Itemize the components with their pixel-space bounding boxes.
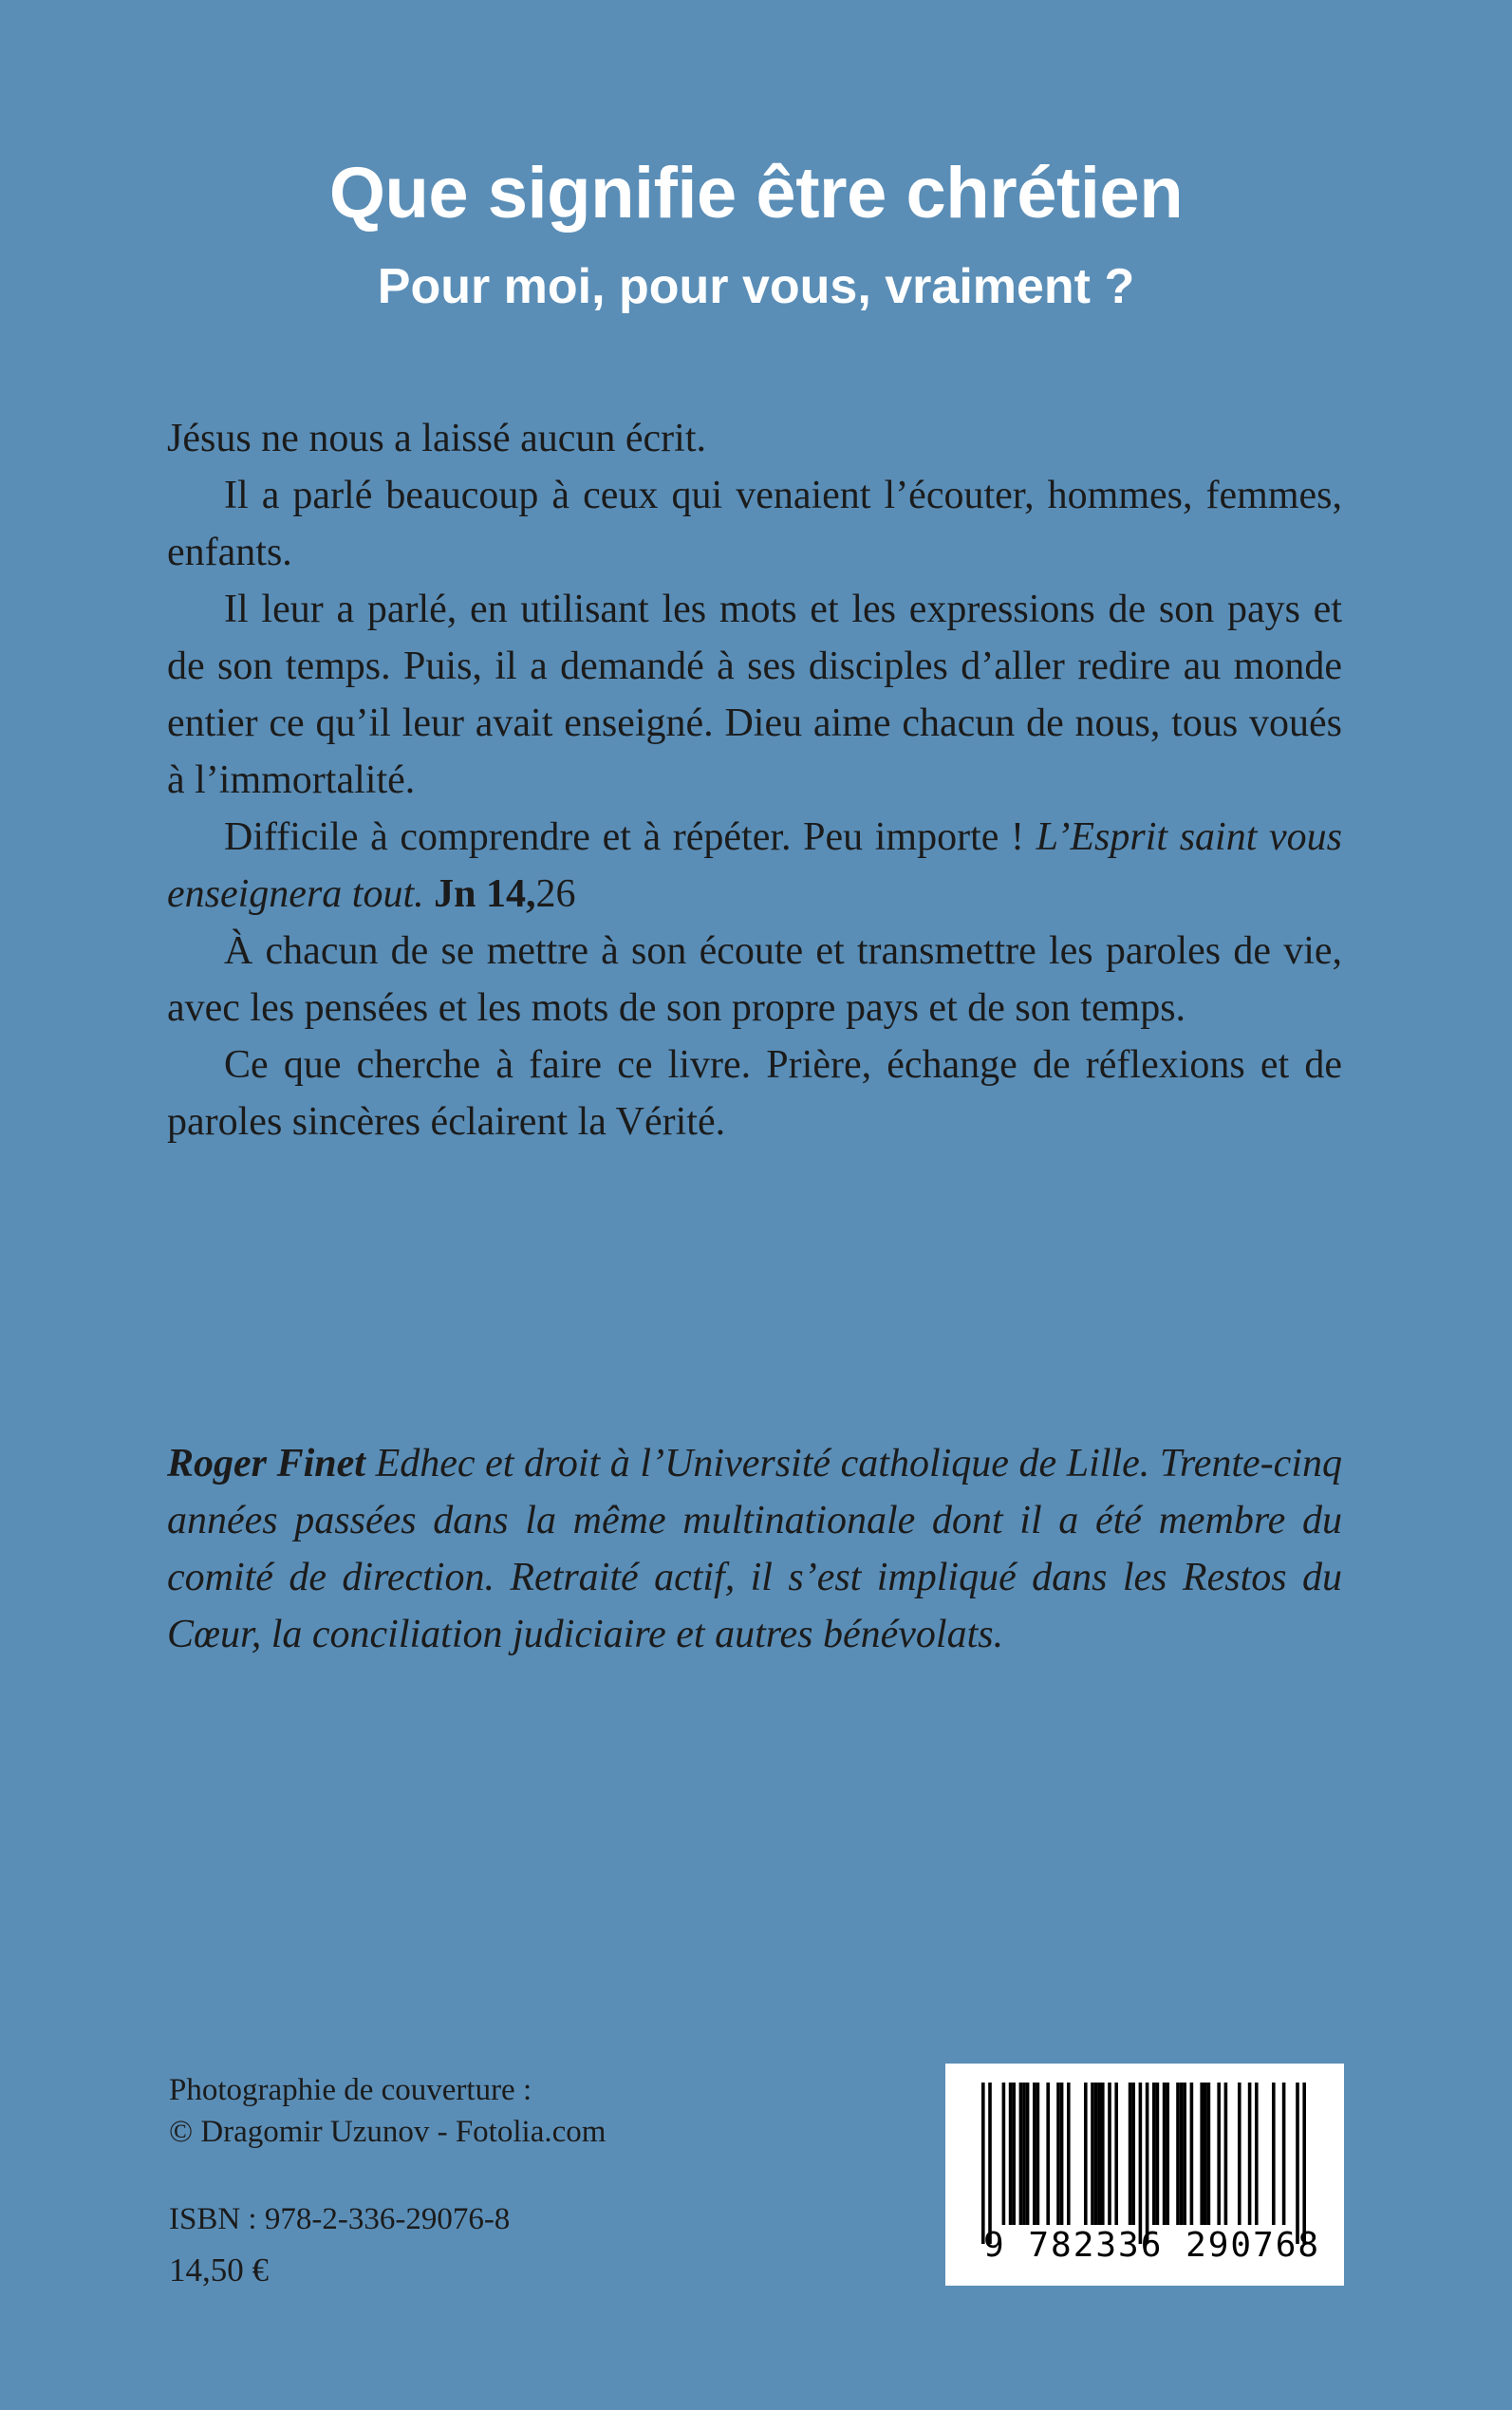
scripture-quote: L’Esprit saint vous enseignera tout.: [167, 815, 1342, 916]
barcode-bar: [1166, 2083, 1169, 2225]
author-name: Roger Finet: [167, 1442, 365, 1485]
barcode-bar: [1282, 2083, 1286, 2225]
blurb-paragraph-4-text: Difficile à comprendre et à répéter. Peu importe !: [224, 815, 1036, 859]
barcode-bar: [1302, 2083, 1306, 2244]
barcode-bar: [1009, 2083, 1013, 2225]
blurb-paragraph-4: [167, 809, 1342, 923]
barcode-bar: [1114, 2083, 1118, 2225]
barcode-bar: [1012, 2083, 1016, 2225]
scripture-reference: Jn 14,: [434, 872, 536, 916]
back-cover-blurb: [167, 410, 1342, 1150]
photo-credits: [169, 2069, 606, 2153]
barcode-bar: [1056, 2083, 1060, 2225]
barcode-bar: [1091, 2083, 1094, 2225]
barcode-bar: [1255, 2083, 1259, 2225]
barcode-bar: [1176, 2083, 1180, 2225]
book-subtitle: Pour moi, pour vous, vraiment ?: [377, 259, 1135, 314]
barcode-bar: [1156, 2083, 1160, 2225]
blurb-paragraph-1: Jésus ne nous a laissé aucun écrit.: [167, 417, 707, 460]
barcode-bar: [1152, 2083, 1156, 2225]
barcode-bar: [1026, 2083, 1030, 2225]
barcode-bar: [1067, 2083, 1071, 2225]
barcode-bar: [1131, 2083, 1135, 2225]
barcode-bar: [1019, 2083, 1023, 2225]
blurb-paragraph-3: Il leur a parlé, en utilisant les mots et les expressions de son pays et de son temps. Puis, il a demandé à ses disciples d’aller redire au monde entier ce qu’il leur avait enseigné. Dieu aime chacun de nous, tous voués à l’immortalité.: [167, 588, 1342, 802]
photo-credits-label: Photographie de couverture :: [169, 2073, 532, 2107]
barcode-bar: [1248, 2083, 1252, 2225]
barcode-bar: [1204, 2083, 1207, 2225]
barcode-bar: [1033, 2083, 1036, 2225]
barcode-bar: [1190, 2083, 1194, 2225]
barcode-bar: [1238, 2083, 1241, 2225]
barcode-bar: [1207, 2083, 1211, 2225]
barcode-bar: [1217, 2083, 1221, 2225]
photo-credits-source: © Dragomir Uzunov - Fotolia.com: [169, 2115, 607, 2149]
barcode-bar: [1180, 2083, 1184, 2225]
barcode-bar: [1060, 2083, 1064, 2225]
barcode-bar: [1002, 2083, 1006, 2225]
barcode-bar: [1183, 2083, 1186, 2225]
barcode-bar: [1094, 2083, 1098, 2225]
barcode-bar: [1272, 2083, 1276, 2225]
barcode: [945, 2064, 1344, 2286]
blurb-paragraph-5: À chacun de se mettre à son écoute et transmettre les paroles de vie, avec les pensées et les mots de son propre pays et de son temps.: [167, 929, 1342, 1030]
blurb-paragraph-6: Ce que cherche à faire ce livre. Prière, échange de réflexions et de paroles sincères éclairent la Vérité.: [167, 1043, 1342, 1144]
barcode-bar: [1084, 2083, 1088, 2225]
isbn: ISBN : 978-2-336-29076-8: [169, 2202, 511, 2236]
barcode-bar: [1101, 2083, 1105, 2225]
barcode-bar: [1139, 2083, 1143, 2244]
author-bio: [167, 1435, 1342, 1663]
barcode-bar: [1224, 2083, 1228, 2225]
barcode-bar: [1022, 2083, 1026, 2225]
barcode-bar: [1036, 2083, 1040, 2225]
barcode-bar: [1097, 2083, 1101, 2225]
book-title: Que signifie être chrétien: [328, 153, 1184, 234]
blurb-paragraph-2: Il a parlé beaucoup à ceux qui venaient l’écouter, hommes, femmes, enfants.: [167, 474, 1342, 574]
barcode-bar: [1108, 2083, 1111, 2225]
barcode-bar: [1296, 2083, 1299, 2244]
scripture-reference-verse: 26: [535, 872, 576, 916]
price: 14,50 €: [169, 2251, 269, 2289]
barcode-bar: [981, 2083, 985, 2244]
barcode-digits: 9 782336 290768: [983, 2226, 1321, 2265]
barcode-bar: [1129, 2083, 1132, 2225]
author-bio-text: Edhec et droit à l’Université catholique de Lille. Trente-cinq années passées dans la même multinationale dont il a été membre du comité de direction. Retraité actif, il s’est impliqué dans les Restos du Cœur, la conciliation judiciaire et autres bénévolats.: [167, 1442, 1342, 1656]
barcode-bar: [1046, 2083, 1050, 2225]
barcode-bar: [1163, 2083, 1167, 2225]
barcode-bar: [1146, 2083, 1149, 2244]
barcode-bar: [1200, 2083, 1204, 2225]
barcode-bar: [988, 2083, 992, 2244]
